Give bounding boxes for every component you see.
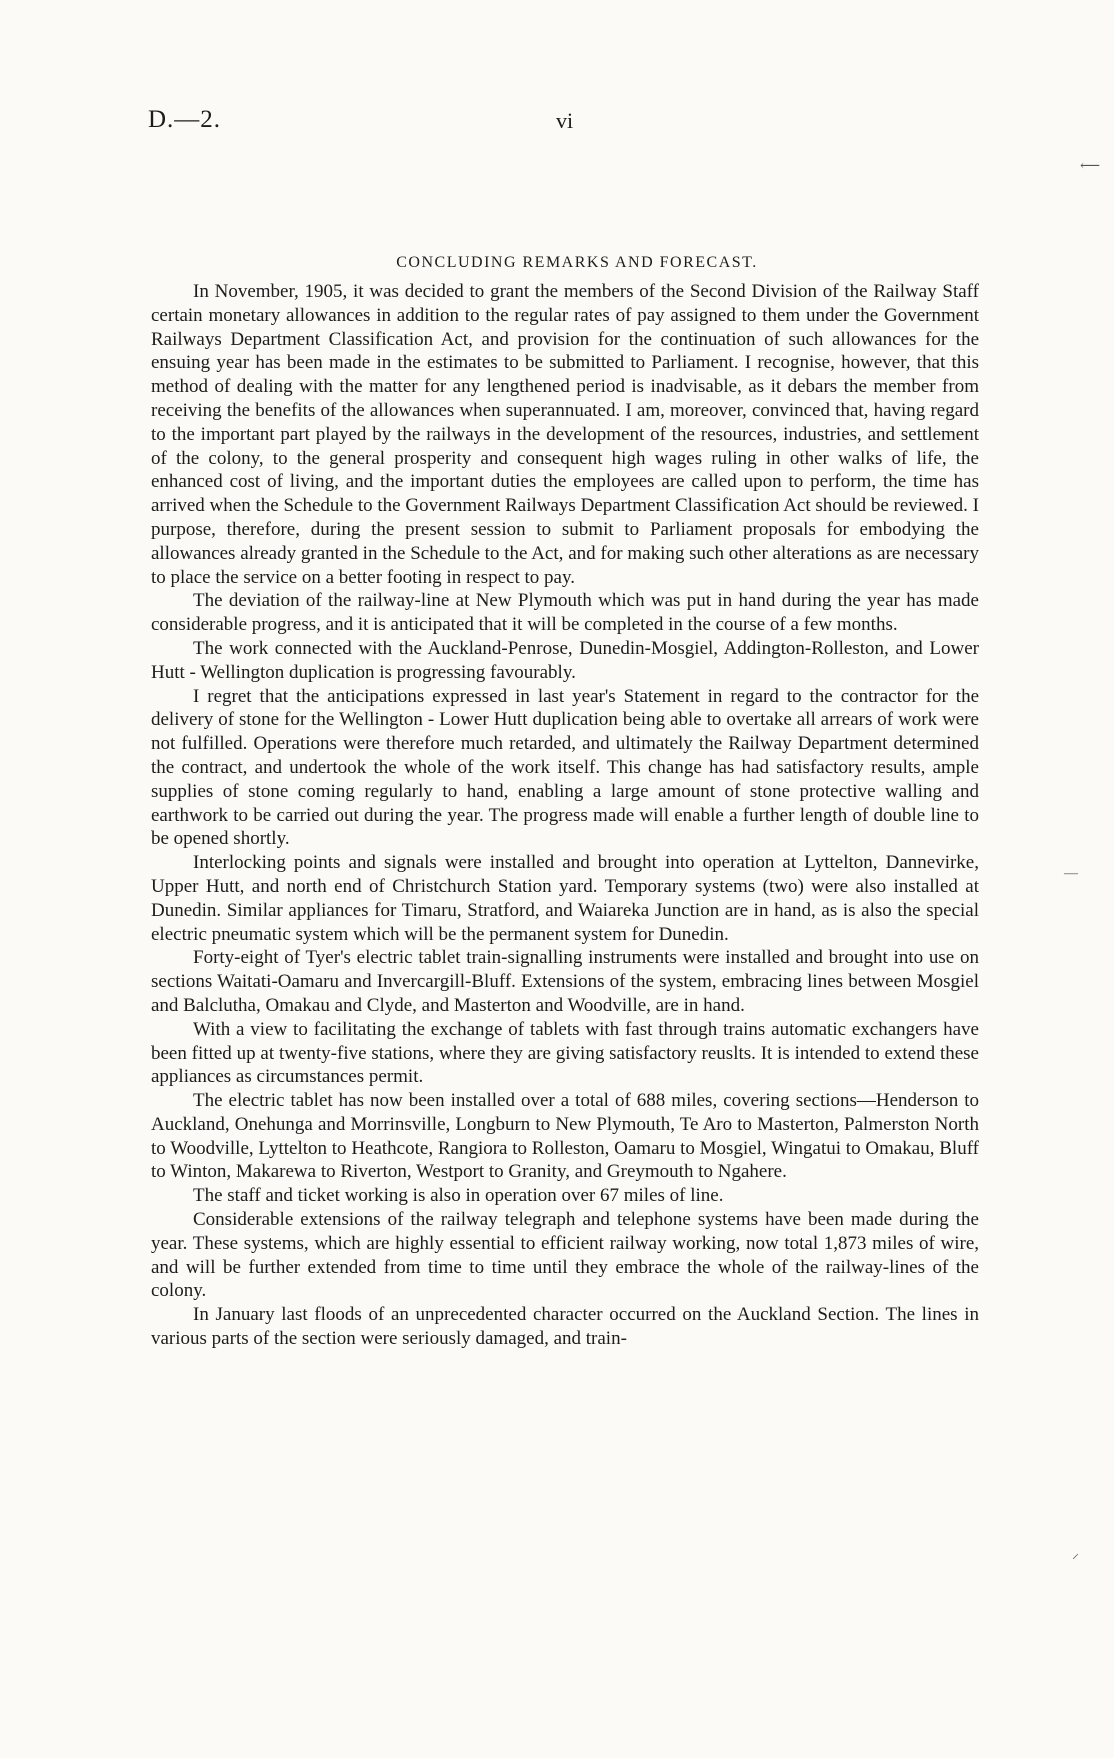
paragraph: Considerable extensions of the railway telegraph and telephone systems have been made during the year. These systems, which are highly essential to efficient railway working, now total 1,873 miles of wire, and will be further extended from time to time until they embrace the whole of the railway-lines of the colony. [151, 1209, 979, 1302]
paragraph: In November, 1905, it was decided to grant the members of the Second Division of the Railway Staff certain monetary allowances in addition to the regular rates of pay assigned to them under the Government Railways Department Classification Act, and provision for the continuation of such allowances for the ensuing year has been made in the estimates to be submitted to Parliament. I recognise, however, that this method of dealing with the matter for any lengthened period is inadvisable, as it debars the member from receiving the benefits of the allowances when superannuated. I am, moreover, convinced that, having regard to the important part played by the railways in the development of the resources, industries, and settlement of the colony, to the general prosperity and consequent high wages ruling in other walks of life, the enhanced cost of living, and the important duties the employees are called upon to perform, the time has arrived when the Schedule to the Government Railways Department Classification Act should be reviewed. I purpose, therefore, during the present session to submit to Parliament proposals for embodying the allowances already granted in the Schedule to the Act, and for making such other alterations as are necessary to place the service on a better footing in respect to pay. [151, 281, 979, 588]
paragraph: In January last floods of an unprecedented character occurred on the Auckland Section. The lines in various parts of the section were seriously damaged, and train- [151, 1304, 979, 1350]
scan-mark: ⟵ [1080, 159, 1101, 174]
paragraph: I regret that the anticipations expressed in last year's Statement in regard to the contractor for the delivery of stone for the Wellington - Lower Hutt duplication being able to overtake all arrears of work were not fulfilled. Operations were therefore much retarded, and ultimately the Railway Department determined the contract, and undertook the whole of the work itself. This change has had satisfactory results, ample supplies of stone coming regularly to hand, enabling a large amount of stone protective walling and earthwork to be carried out during the year. The progress made will enable a further length of double line to be opened shortly. [151, 685, 979, 850]
paragraph: The staff and ticket working is also in operation over 67 miles of line. [193, 1185, 724, 1207]
paragraph: The deviation of the railway-line at New Plymouth which was put in hand during the year has made considerable progress, and it is anticipated that it will be completed in the course of a few months. [151, 590, 979, 636]
section-heading: CONCLUDING REMARKS AND FORECAST. [396, 254, 758, 271]
paragraph: The electric tablet has now been installed over a total of 688 miles, covering sections—Henderson to Auckland, Onehunga and Morrinsville, Longburn to New Plymouth, Te Aro to Masterton, Palmerston North to Woodville, Lyttelton to Heathcote, Rangiora to Rolleston, Oamaru to Mosgiel, Wingatui to Omakau, Bluff to Winton, Makarewa to Riverton, Westport to Granity, and Greymouth to Ngahere. [151, 1090, 979, 1183]
page-number: vi [556, 108, 574, 133]
scan-mark: — [1064, 866, 1078, 881]
page-reference: D.—2. [148, 106, 222, 133]
paragraph: The work connected with the Auckland-Penrose, Dunedin-Mosgiel, Addington-Rolleston, and Lower Hutt - Wellington duplication is progressing favourably. [151, 637, 979, 683]
paragraph: Forty-eight of Tyer's electric tablet train-signalling instruments were installed and brought into use on sections Waitati-Oamaru and Invercargill-Bluff. Extensions of the system, embracing lines between Mosgiel and Balclutha, Omakau and Clyde, and Masterton and Woodville, are in hand. [151, 947, 979, 1016]
paragraph: With a view to facilitating the exchange of tablets with fast through trains automatic exchangers have been fitted up at twenty-five stations, where they are giving satisfactory reuslts. It is intended to extend these appliances as circumstances permit. [151, 1018, 979, 1088]
paragraph: Interlocking points and signals were installed and brought into operation at Lyttelton, Dannevirke, Upper Hutt, and north end of Christchurch Station yard. Temporary systems (two) were also installed at Dunedin. Similar appliances for Timaru, Stratford, and Waiareka Junction are in hand, as is also the special electric pneumatic system which will be the permanent system for Dunedin. [151, 852, 979, 945]
body-text [151, 280, 979, 1351]
scan-mark: ⸝ [1072, 1547, 1079, 1562]
